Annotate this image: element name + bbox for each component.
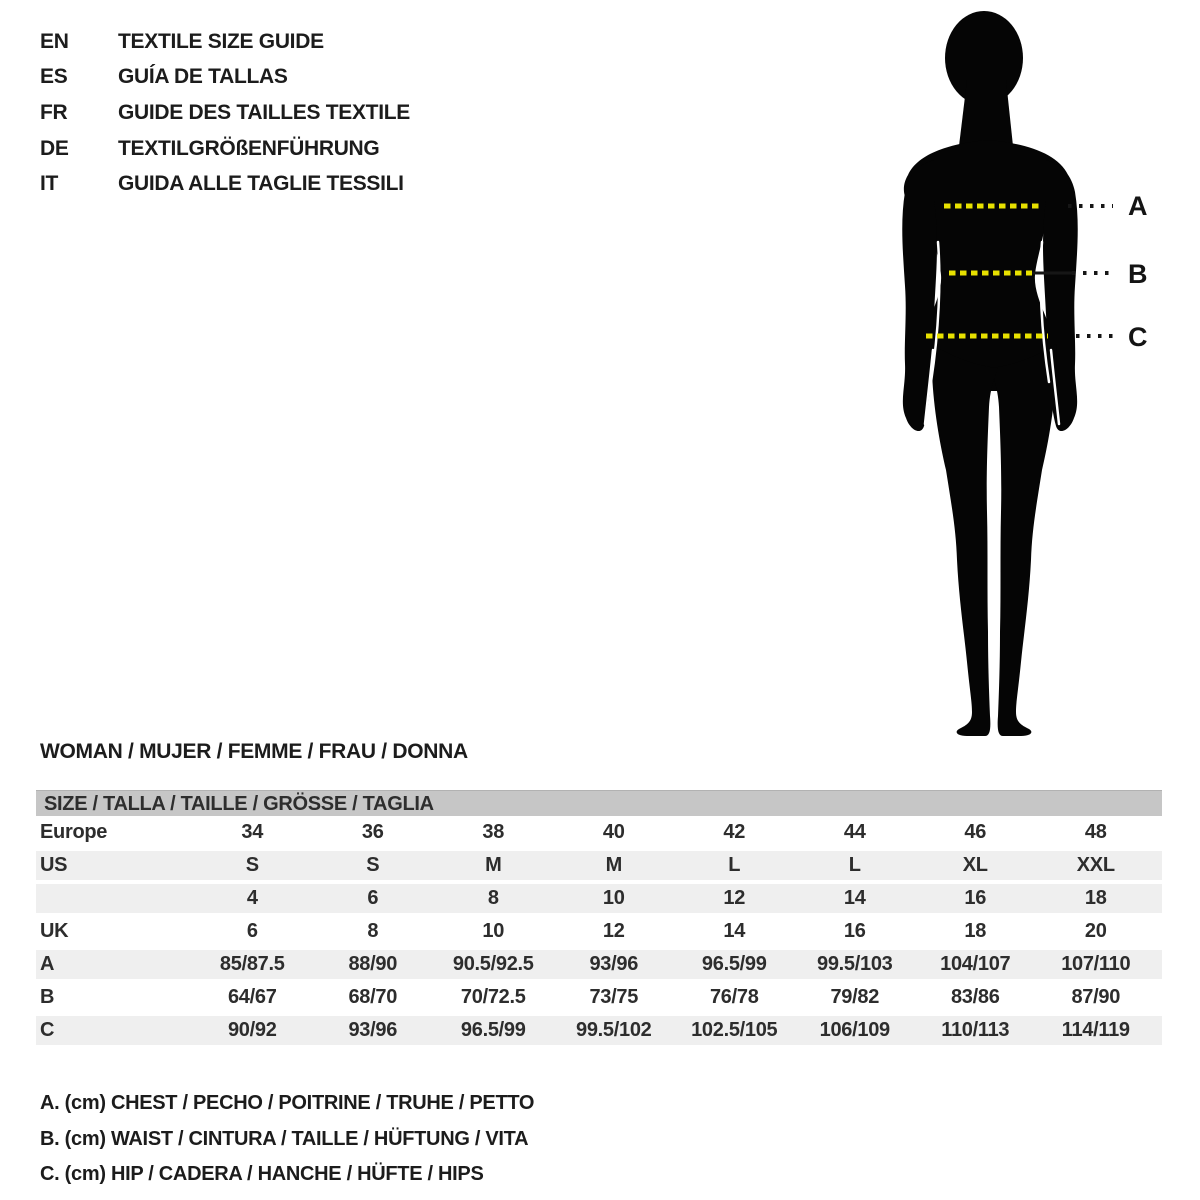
size-cell: S bbox=[245, 854, 259, 876]
size-cell: 90/92 bbox=[227, 1019, 277, 1041]
size-cell: 16 bbox=[964, 887, 987, 909]
language-row bbox=[40, 131, 410, 167]
size-cell: 14 bbox=[843, 887, 866, 909]
size-cell: 99.5/103 bbox=[817, 953, 893, 975]
language-code: EN bbox=[40, 29, 69, 53]
row-label: UK bbox=[40, 920, 69, 942]
marker-label-b: B bbox=[1128, 259, 1148, 289]
table-row-us-numeric bbox=[36, 882, 1162, 915]
size-cell: 64/67 bbox=[227, 986, 277, 1008]
table-row-chest bbox=[36, 948, 1162, 981]
size-cell: 18 bbox=[1084, 887, 1107, 909]
section-title: WOMAN / MUJER / FEMME / FRAU / DONNA bbox=[40, 740, 468, 763]
size-cell: 8 bbox=[367, 920, 379, 942]
size-cell: 68/70 bbox=[348, 986, 398, 1008]
marker-label-c: C bbox=[1128, 322, 1148, 352]
size-cell: 42 bbox=[723, 821, 746, 843]
size-cell: 93/96 bbox=[589, 953, 639, 975]
size-cell: 12 bbox=[602, 920, 625, 942]
size-cell: L bbox=[848, 854, 861, 876]
size-cell: 20 bbox=[1084, 920, 1107, 942]
legend-line-hip: C. (cm) HIP / CADERA / HANCHE / HÜFTE / HIPS bbox=[40, 1163, 484, 1185]
size-cell: 88/90 bbox=[348, 953, 398, 975]
size-cell: 114/119 bbox=[1061, 1019, 1130, 1041]
size-cell: 70/72.5 bbox=[460, 986, 526, 1008]
size-cell: 12 bbox=[723, 887, 746, 909]
language-title: GUIDA ALLE TAGLIE TESSILI bbox=[118, 172, 404, 196]
language-code: FR bbox=[40, 100, 68, 124]
size-cell: XL bbox=[962, 854, 988, 876]
table-row-hip bbox=[36, 1014, 1162, 1047]
size-cell: 107/110 bbox=[1061, 953, 1131, 975]
legend-line-waist: B. (cm) WAIST / CINTURA / TAILLE / HÜFTUNG / VITA bbox=[40, 1127, 529, 1150]
size-cell: 6 bbox=[246, 920, 258, 942]
size-cell: 4 bbox=[246, 887, 258, 909]
language-title: GUIDE DES TAILLES TEXTILE bbox=[118, 100, 410, 124]
row-label: A bbox=[40, 953, 55, 975]
size-cell: 36 bbox=[361, 821, 384, 843]
marker-label-a: A bbox=[1128, 191, 1148, 221]
size-cell: 110/113 bbox=[941, 1019, 1010, 1041]
size-cell: 10 bbox=[602, 887, 625, 909]
measurement-legend bbox=[40, 1086, 534, 1193]
size-cell: 96.5/99 bbox=[460, 1019, 526, 1041]
row-label: US bbox=[40, 854, 68, 876]
size-cell: 48 bbox=[1084, 821, 1107, 843]
size-table-header: SIZE / TALLA / TAILLE / GRÖSSE / TAGLIA bbox=[36, 790, 1162, 816]
table-row-waist bbox=[36, 981, 1162, 1014]
size-cell: 14 bbox=[723, 920, 746, 942]
size-cell: 99.5/102 bbox=[576, 1019, 652, 1041]
size-cell: 44 bbox=[843, 821, 866, 843]
language-code: ES bbox=[40, 65, 68, 89]
language-title: TEXTILGRÖßENFÜHRUNG bbox=[118, 136, 380, 160]
size-cell: 96.5/99 bbox=[701, 953, 767, 975]
measurement-figure bbox=[860, 0, 1180, 740]
language-code: DE bbox=[40, 136, 69, 160]
size-cell: 73/75 bbox=[589, 986, 639, 1008]
language-row bbox=[40, 95, 410, 131]
size-cell: 90.5/92.5 bbox=[452, 953, 534, 975]
size-cell: 87/90 bbox=[1071, 986, 1121, 1008]
size-cell: 106/109 bbox=[819, 1019, 890, 1041]
size-cell: 8 bbox=[487, 887, 499, 909]
language-row bbox=[40, 60, 410, 96]
size-cell: 40 bbox=[602, 821, 625, 843]
size-table bbox=[36, 790, 1162, 1047]
size-cell: XXL bbox=[1076, 854, 1115, 876]
language-title: TEXTILE SIZE GUIDE bbox=[118, 29, 324, 53]
legend-line-chest: A. (cm) CHEST / PECHO / POITRINE / TRUHE / PETTO bbox=[40, 1092, 535, 1114]
table-row-europe bbox=[36, 816, 1162, 849]
language-row bbox=[40, 166, 410, 202]
size-cell: 85/87.5 bbox=[219, 953, 285, 975]
size-cell: 102.5/105 bbox=[691, 1019, 778, 1041]
size-cell: M bbox=[605, 854, 622, 876]
size-cell: 76/78 bbox=[709, 986, 759, 1008]
language-title: GUÍA DE TALLAS bbox=[118, 65, 288, 89]
table-row-us bbox=[36, 849, 1162, 882]
size-cell: S bbox=[366, 854, 380, 876]
row-label: C bbox=[40, 1019, 55, 1041]
size-cell: 34 bbox=[241, 821, 264, 843]
language-code: IT bbox=[40, 172, 59, 196]
size-cell: 38 bbox=[482, 821, 505, 843]
size-cell: 16 bbox=[843, 920, 866, 942]
size-cell: 10 bbox=[482, 920, 505, 942]
size-cell: 6 bbox=[367, 887, 379, 909]
language-list bbox=[40, 24, 410, 202]
woman-silhouette-icon bbox=[860, 0, 1180, 740]
table-row-uk bbox=[36, 915, 1162, 948]
size-cell: 79/82 bbox=[830, 986, 880, 1008]
size-cell: M bbox=[485, 854, 502, 876]
size-cell: 104/107 bbox=[940, 953, 1011, 975]
size-cell: 46 bbox=[964, 821, 987, 843]
size-cell: 93/96 bbox=[348, 1019, 398, 1041]
size-cell: 18 bbox=[964, 920, 987, 942]
row-label: B bbox=[40, 986, 55, 1008]
language-row bbox=[40, 24, 410, 60]
size-cell: L bbox=[728, 854, 741, 876]
row-label: Europe bbox=[40, 821, 108, 843]
size-cell: 83/86 bbox=[950, 986, 1000, 1008]
